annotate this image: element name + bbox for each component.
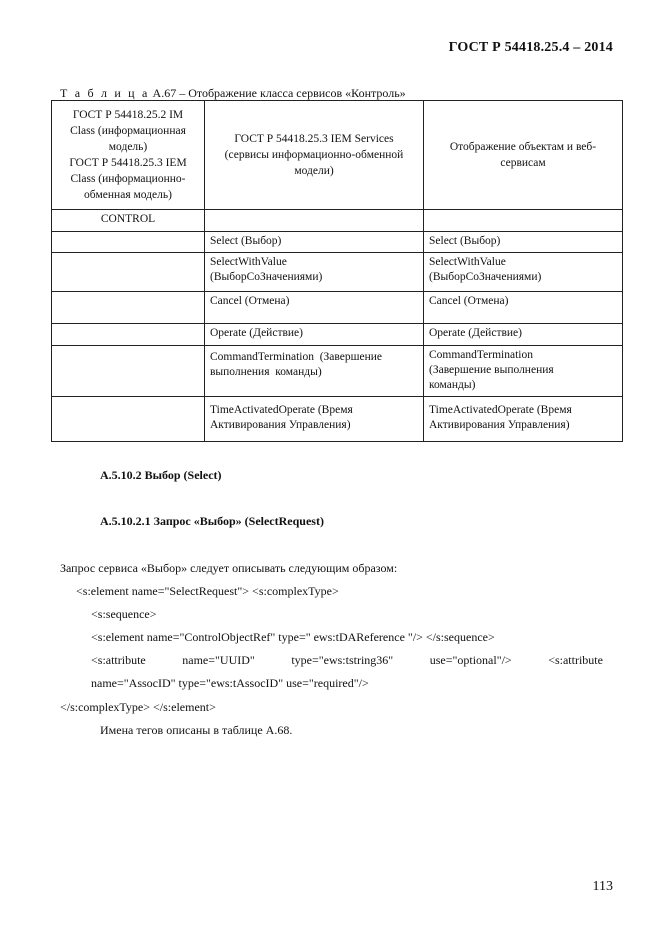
- cell-line: Operate (Действие): [429, 327, 522, 339]
- cell-class: [52, 232, 205, 253]
- table-caption-text: А.67 – Отображение класса сервисов «Контроль»: [152, 86, 406, 100]
- table-caption-label: Т а б л и ц а: [60, 86, 150, 100]
- header-im-class: [52, 101, 205, 210]
- cell-line: Select (Выбор): [429, 235, 501, 247]
- cell-line: Select (Выбор): [210, 235, 282, 247]
- table-header-row: [52, 101, 623, 210]
- header-line: Class (информационно-: [70, 173, 186, 185]
- code-token: use="optional"/>: [429, 653, 512, 667]
- cell-line: (ВыборСоЗначениями): [210, 271, 323, 283]
- header-line: обменная модель): [84, 189, 172, 201]
- cell-mapping: [424, 232, 623, 253]
- document-standard-header: ГОСТ Р 54418.25.4 – 2014: [448, 40, 613, 55]
- table-row: [52, 346, 623, 397]
- cell-mapping: [424, 292, 623, 324]
- cell-line: TimeActivatedOperate (Время: [210, 404, 353, 416]
- cell-class: [52, 346, 205, 397]
- cell-line: CommandTermination: [429, 349, 533, 361]
- cell-service: [205, 232, 424, 253]
- cell-line: SelectWithValue: [210, 256, 287, 268]
- cell-mapping: [424, 253, 623, 292]
- cell-service: [205, 292, 424, 324]
- cell-mapping: [424, 397, 623, 442]
- cell-line: Operate (Действие): [210, 327, 303, 339]
- code-line: </s:complexType> </s:element>: [60, 700, 216, 714]
- cell-service: [205, 324, 424, 346]
- cell-class: [52, 253, 205, 292]
- header-iem-services: [205, 101, 424, 210]
- cell-line: Cancel (Отмена): [429, 295, 509, 307]
- cell-service: [205, 397, 424, 442]
- table-row: [52, 324, 623, 346]
- code-line: <s:element name="SelectRequest"> <s:complexType>: [76, 584, 339, 598]
- header-line: ГОСТ Р 54418.25.3 IEM: [69, 157, 187, 169]
- section-heading-select: А.5.10.2 Выбор (Select): [100, 468, 222, 482]
- code-token: <s:attribute: [91, 653, 146, 667]
- cell-class: CONTROL: [52, 210, 205, 232]
- cell-line: (Завершение выполнения: [429, 364, 554, 376]
- table-row: [52, 292, 623, 324]
- cell-line: команды): [429, 379, 476, 391]
- table-row: [52, 397, 623, 442]
- table-row: [52, 232, 623, 253]
- header-line: сервисам: [500, 157, 546, 169]
- cell-line: Активирования Управления): [210, 419, 351, 431]
- header-mapping: [424, 101, 623, 210]
- cell-line: SelectWithValue: [429, 256, 506, 268]
- header-line: Class (информационная: [70, 125, 186, 137]
- cell-service: [205, 346, 424, 397]
- code-line-justified: [91, 653, 603, 668]
- header-line: ГОСТ Р 54418.25.2 IM: [72, 109, 184, 121]
- code-line: <s:sequence>: [91, 607, 157, 621]
- cell-line: выполнения команды): [210, 366, 322, 378]
- header-line: ГОСТ Р 54418.25.3 IEM Services: [234, 133, 394, 145]
- table-row: [52, 210, 623, 232]
- cell-class: [52, 397, 205, 442]
- header-line: Отображение объектам и веб-: [449, 141, 597, 153]
- header-line: модель): [108, 141, 148, 153]
- code-line: name="AssocID" type="ews:tAssocID" use="required"/>: [91, 676, 369, 690]
- service-mapping-table: [51, 100, 623, 442]
- cell-class: [52, 292, 205, 324]
- cell-mapping: [424, 324, 623, 346]
- header-line: модели): [294, 165, 334, 177]
- cell-mapping: [424, 346, 623, 397]
- code-token: type="ews:tstring36": [291, 653, 394, 667]
- table-row: [52, 253, 623, 292]
- code-line: <s:element name="ControlObjectRef" type=" ews:tDAReference "/> </s:sequence>: [91, 630, 495, 644]
- cell-mapping: [424, 210, 623, 232]
- cell-service: [205, 210, 424, 232]
- cell-line: (ВыборСоЗначениями): [429, 271, 542, 283]
- cell-class: [52, 324, 205, 346]
- cell-line: Cancel (Отмена): [210, 295, 290, 307]
- code-token: name="UUID": [182, 653, 255, 667]
- cell-line: Активирования Управления): [429, 419, 570, 431]
- section-heading-select-request: А.5.10.2.1 Запрос «Выбор» (SelectRequest): [100, 514, 324, 528]
- code-token: <s:attribute: [548, 653, 603, 667]
- cell-line: TimeActivatedOperate (Время: [429, 404, 572, 416]
- header-line: (сервисы информационно-обменной: [224, 149, 404, 161]
- page-number: 113: [592, 879, 613, 894]
- table-reference-note: Имена тегов описаны в таблице А.68.: [100, 723, 293, 737]
- cell-service: [205, 253, 424, 292]
- table-caption: [60, 86, 406, 101]
- cell-line: CommandTermination (Завершение: [210, 351, 382, 363]
- intro-paragraph: Запрос сервиса «Выбор» следует описывать следующим образом:: [60, 561, 398, 575]
